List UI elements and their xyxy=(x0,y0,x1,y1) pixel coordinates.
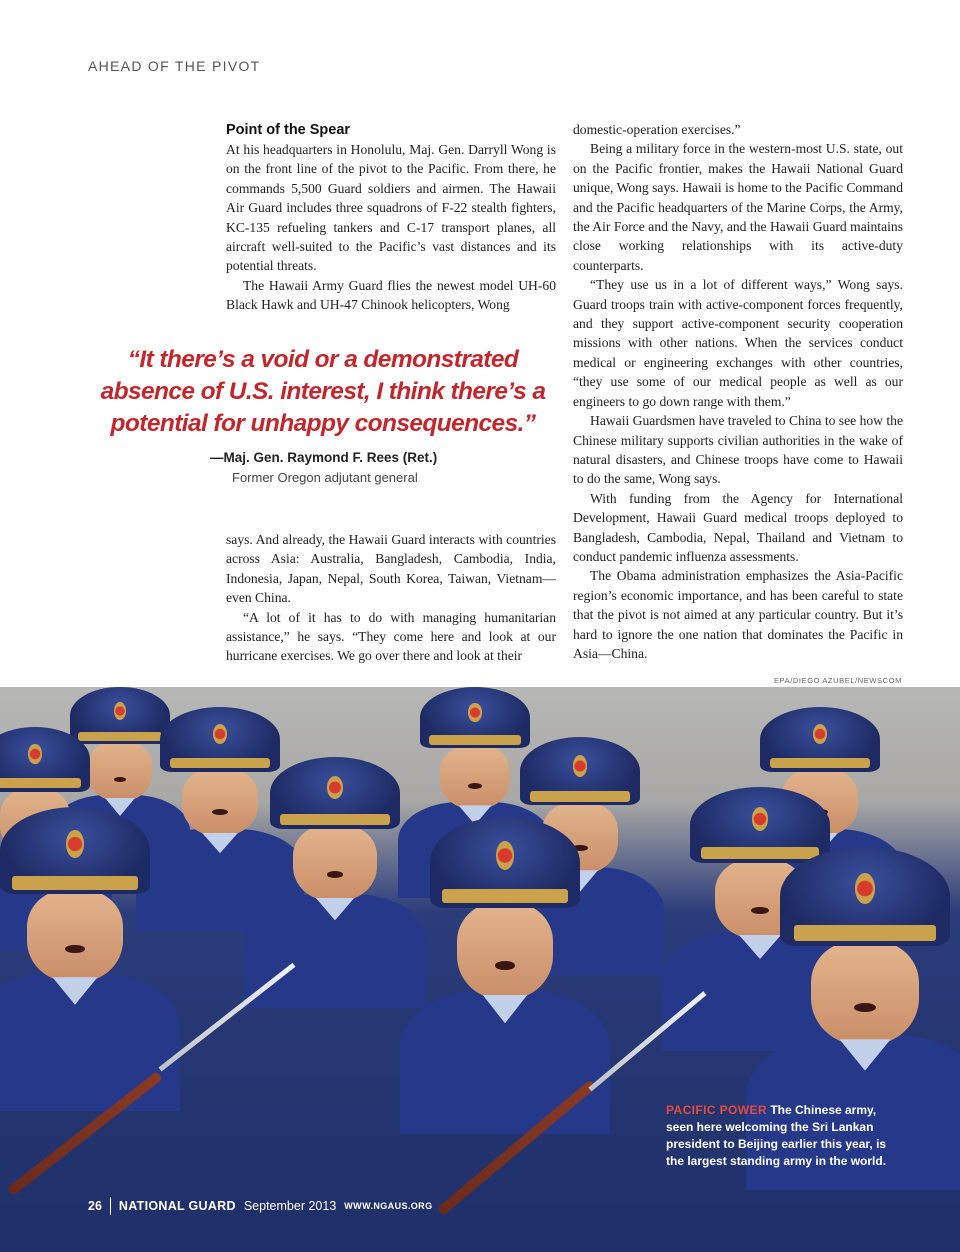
pull-quote-attribution-title: Former Oregon adjutant general xyxy=(232,470,418,485)
running-head: AHEAD OF THE PIVOT xyxy=(88,58,261,74)
magazine-name: NATIONAL GUARD xyxy=(118,1199,236,1213)
article-paragraph: The Hawaii Army Guard flies the newest model UH-60 Black Hawk and UH-47 Chinook helicopters, Wong xyxy=(226,277,556,313)
bayonet xyxy=(158,963,295,1072)
caption-kicker: PACIFIC POWER xyxy=(666,1103,767,1117)
article-paragraph: With funding from the Agency for International Development, Hawaii Guard medical troops deployed to Bangladesh, Cambodia, Nepal, Thailand and Vietnam to conduct pandemic influenza assessments. xyxy=(573,490,903,564)
article-paragraph: At his headquarters in Honolulu, Maj. Gen. Darryll Wong is on the front line of the pivot to the Pacific. From there, he commands 5,500 Guard soldiers and airmen. The Hawaii Air Guard includes three squadrons of F-22 stealth fighters, KC-135 refueling tankers and C-17 transport planes, all aircraft well-suited to the Pacific’s vast distances and its potential threats. xyxy=(226,142,556,274)
soldier-figure xyxy=(430,817,580,1057)
article-paragraph: Hawaii Guardsmen have traveled to China to see how the Chinese military supports civilian authorities in the wake of natural disasters, and Chinese troops have come to Hawaii to do the same, Wong says. xyxy=(573,413,903,487)
article-paragraph: Being a military force in the western-most U.S. state, out on the Pacific frontier, makes the Hawaii National Guard unique, Wong says. Hawaii is home to the Pacific Command and the Pacific headquarters of the Marine Corps, the Army, the Air Force and the Navy, and the Hawaii Guard maintains close working relationships with its active-duty counterparts. xyxy=(573,141,903,273)
issue-date: September 2013 xyxy=(243,1199,337,1213)
section-heading: Point of the Spear xyxy=(226,122,351,138)
photo-credit: EPA/DIEGO AZUBEL/NEWSCOM xyxy=(773,676,902,685)
website-url: WWW.NGAUS.ORG xyxy=(344,1201,433,1211)
soldier-figure xyxy=(780,847,950,1107)
footer-divider xyxy=(110,1197,111,1215)
article-paragraph: The Obama administration emphasizes the Asia-Pacific region’s economic importance, and has been careful to state that the pivot is not aimed at any particular country. But it’s hard to ignore the one nation that dominates the Pacific in Asia—China. xyxy=(573,568,903,661)
soldier-figure xyxy=(0,807,150,1037)
article-column-left xyxy=(226,120,556,315)
article-paragraph: “A lot of it has to do with managing humanitarian assistance,” he says. “They come here and look at our hurricane exercises. We go over there and look at their xyxy=(226,609,556,664)
article-paragraph: “They use us in a lot of different ways,” Wong says. Guard troops train with active-component forces frequently, and they support active-component security cooperation missions with other nations. When the services conduct medical or engineering exchanges with other countries, “they use some of our medical people as well as our engineers to go down range with them.” xyxy=(573,277,903,409)
article-column-left-continued xyxy=(226,530,556,666)
article-column-right xyxy=(573,120,903,663)
page-number: 26 xyxy=(88,1199,102,1213)
page-footer xyxy=(88,1197,432,1215)
article-paragraph: says. And already, the Hawaii Guard interacts with countries across Asia: Australia, Bangladesh, Cambodia, India, Indonesia, Japan, Nepal, South Korea, Taiwan, Vietnam—even China. xyxy=(226,532,556,606)
caption-text: The Chinese army, seen here welcoming the Sri Lankan president to Beijing earlier this year, is the largest standing army in the world. xyxy=(666,1103,887,1168)
pull-quote: “It there’s a void or a demonstrated absence of U.S. interest, I think there’s a potential for unhappy consequences.” xyxy=(100,346,546,437)
soldier-figure xyxy=(160,707,280,877)
article-paragraph: domestic-operation exercises.” xyxy=(573,122,741,137)
pull-quote-attribution-name: —Maj. Gen. Raymond F. Rees (Ret.) xyxy=(210,450,438,465)
photo-caption xyxy=(666,1102,906,1170)
soldier-figure xyxy=(270,757,400,947)
